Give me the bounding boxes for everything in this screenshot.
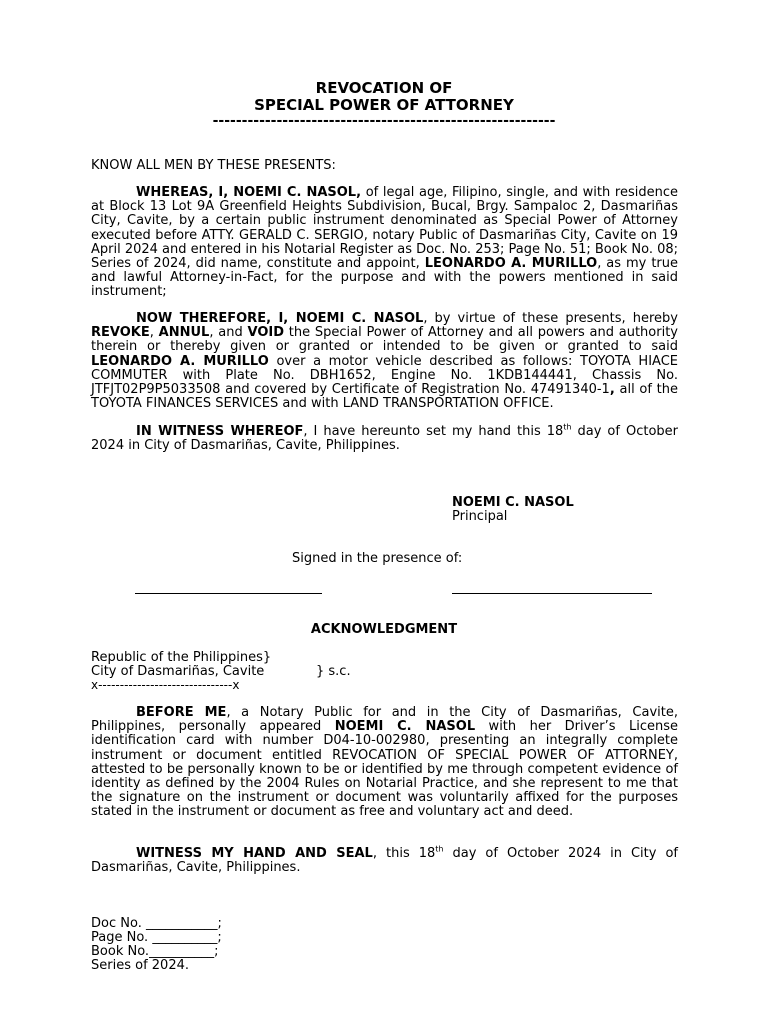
signed-presence: Signed in the presence of: xyxy=(292,551,463,566)
whereas-paragraph xyxy=(91,186,678,300)
before-me-paragraph xyxy=(91,706,678,820)
ordinal-suffix: th xyxy=(435,844,444,854)
separator: , and xyxy=(209,325,248,341)
annul-word: ANNUL xyxy=(158,325,210,341)
appearing-name: NOEMI C. NASOL xyxy=(334,719,476,735)
void-word: VOID xyxy=(247,325,284,341)
therefore-text4: all of the TOYOTA FINANCES SERVICES and with LAND TRANSPORTATION OFFICE. xyxy=(91,382,678,412)
witness-text1: , I have hereunto set my hand this 18 xyxy=(303,424,564,439)
title-rule: ----------------------------------------------------------- xyxy=(212,113,556,129)
witness-lead: IN WITNESS WHEREOF xyxy=(136,424,304,439)
witness-text2: day of October 2024 in City of Dasmariñas, Cavite, Philippines. xyxy=(91,424,678,454)
acknowledgment-heading: ACKNOWLEDGMENT xyxy=(310,622,458,637)
whereas-text2: , as my true and lawful Attorney-in-Fact, for the purpose and with the powers mentioned in said instrument; xyxy=(91,256,678,300)
ordinal-suffix: th xyxy=(563,422,572,432)
witness-signature-line-2 xyxy=(452,593,652,594)
before-me-text2: with her Driver’s License identification card with number D04-10-002980, presenting an integrally complete instrument or document entitled REVOCATION OF SPECIAL POWER OF ATTORNEY, attested to be personally known to be or identified by me through competent evidence of identity as defined by the 2004 Rules on Notarial Practice, and she represent to me that the signature on the instrument or document was voluntarily affixed for the purposes stated in the instrument or document as free and voluntary act and deed. xyxy=(91,719,678,820)
document-title-line1: REVOCATION OF xyxy=(315,79,453,97)
venue-sc: } s.c. xyxy=(316,664,351,679)
seal-text1: , this 18 xyxy=(372,846,436,861)
separator: , xyxy=(149,325,159,341)
therefore-text2: the Special Power of Attorney and all powers and authority therein or thereby given or granted or intended to be given or granted to said xyxy=(91,325,678,355)
register-page: Page No. __________; xyxy=(91,930,222,945)
opening-line: KNOW ALL MEN BY THESE PRESENTS: xyxy=(91,158,336,173)
before-me-text1: , a Notary Public for and in the City of Dasmariñas, Cavite, Philippines, personally appeared xyxy=(91,705,678,735)
witness-paragraph xyxy=(91,422,678,454)
seal-text2: day of October 2024 in City of Dasmariñas, Cavite, Philippines. xyxy=(91,846,678,876)
comma: , xyxy=(609,382,615,398)
attorney-name: LEONARDO A. MURILLO xyxy=(91,353,269,369)
venue-city: City of Dasmariñas, Cavite xyxy=(91,664,265,679)
whereas-text1: of legal age, Filipino, single, and with residence at Block 13 Lot 9A Greenfield Heights Subdivision, Bucal, Brgy. Sampaloc 2, Dasmariñas City, Cavite, by a certain public instrument denominated as Special Power of Attorney executed before ATTY. GERALD C. SERGIO, notary Public of Dasmariñas City, Cavite on 19 April 2024 and entered in his Notarial Register as Doc. No. 253; Page No. 51; Book No. 08; Series of 2024, did name, constitute and appoint, xyxy=(91,185,679,272)
witness-signature-line-1 xyxy=(135,593,322,594)
document-title-line2: SPECIAL POWER OF ATTORNEY xyxy=(254,96,514,114)
principal-name: NOEMI C. NASOL xyxy=(452,495,574,510)
venue-republic: Republic of the Philippines} xyxy=(91,650,272,665)
register-doc: Doc No. ___________; xyxy=(91,916,222,931)
principal-role: Principal xyxy=(452,509,508,524)
seal-lead: WITNESS MY HAND AND SEAL xyxy=(136,846,373,861)
whereas-lead: WHEREAS, I, NOEMI C. NASOL, xyxy=(136,185,362,200)
therefore-text1: , by virtue of these presents, hereby xyxy=(423,311,678,326)
therefore-text3: over a motor vehicle described as follows: TOYOTA HIACE COMMUTER with Plate No. DBH1652, Engine No. 1KDB144441, Chassis No. JTFJT02P9P5033508 and covered by Certificate of Registration No. 47491340-1 xyxy=(91,353,678,398)
revoke-word: REVOKE xyxy=(91,325,150,341)
register-series: Series of 2024. xyxy=(91,958,189,973)
register-book: Book No.__________; xyxy=(91,944,219,959)
venue-rule: x-------------------------------x xyxy=(91,678,240,692)
attorney-name: LEONARDO A. MURILLO xyxy=(424,256,598,272)
therefore-lead: NOW THEREFORE, I, NOEMI C. NASOL xyxy=(136,311,424,326)
therefore-paragraph xyxy=(91,312,678,411)
before-me-lead: BEFORE ME xyxy=(136,705,227,720)
seal-paragraph xyxy=(91,844,678,876)
